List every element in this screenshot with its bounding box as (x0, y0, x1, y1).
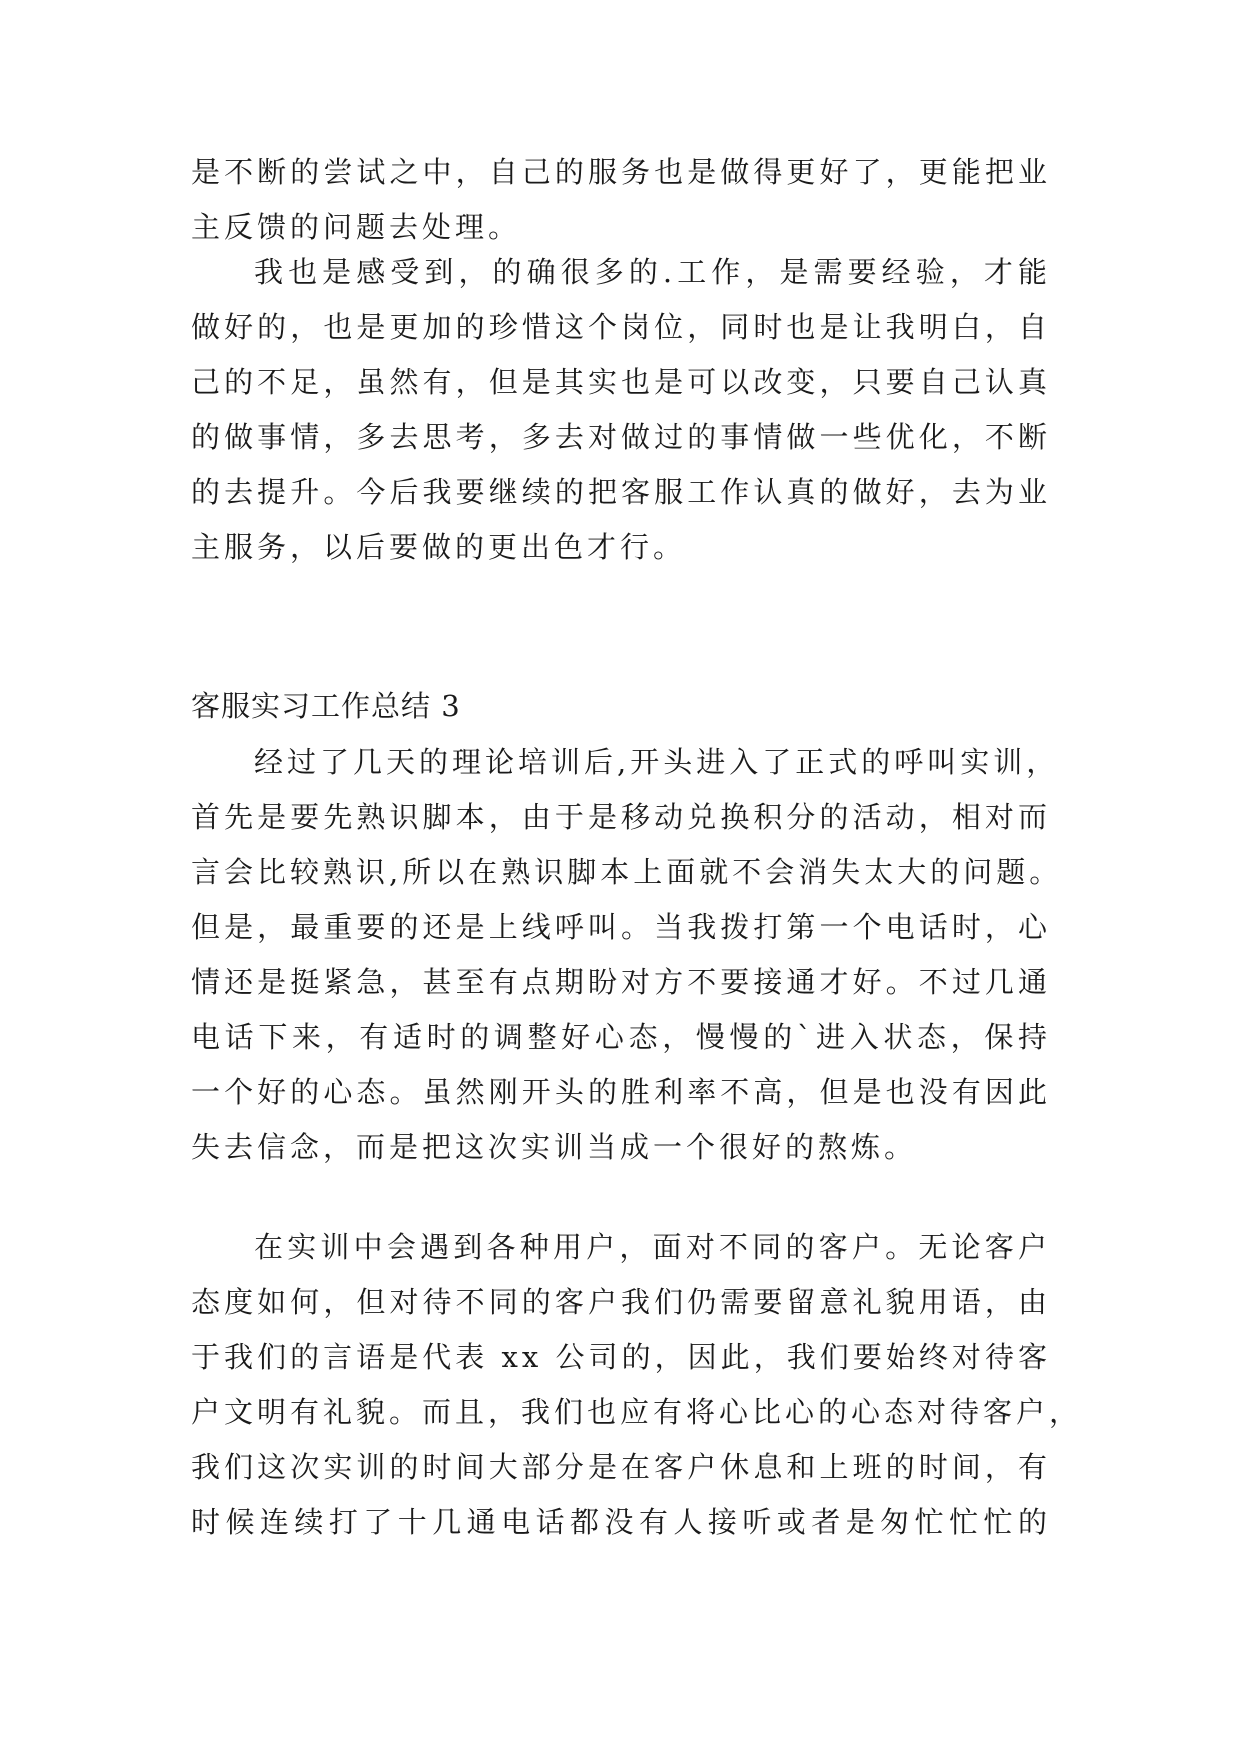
text-line: 于我们的言语是代表 xx 公司的，因此，我们要始终对待客 (191, 1340, 1051, 1374)
paragraph-customers (191, 1220, 1083, 1550)
text-line: 在实训中会遇到各种用户，面对不同的客户。无论客户 (254, 1230, 1051, 1264)
text-line: 我也是感受到，的确很多的.工作，是需要经验，才能 (254, 255, 1051, 289)
text-line: 己的不足，虽然有，但是其实也是可以改变，只要自己认真 (191, 365, 1051, 399)
text-line: 户文明有礼貌。而且，我们也应有将心比心的心态对待客户， (191, 1395, 1083, 1429)
text-line: 但是，最重要的还是上线呼叫。当我拨打第一个电话时，心 (191, 910, 1051, 944)
text-line: 态度如何，但对待不同的客户我们仍需要留意礼貌用语，由 (191, 1285, 1051, 1319)
text-line: 首先是要先熟识脚本，由于是移动兑换积分的活动，相对而 (191, 800, 1051, 834)
text-line: 一个好的心态。虽然刚开头的胜利率不高，但是也没有因此 (191, 1075, 1051, 1109)
text-line: 时候连续打了十几通电话都没有人接听或者是匆忙忙忙的 (191, 1505, 1051, 1539)
text-line: 是不断的尝试之中，自己的服务也是做得更好了，更能把业 (191, 155, 1051, 189)
text-line: 我们这次实训的时间大部分是在客户休息和上班的时间，有 (191, 1450, 1051, 1484)
text-line: 的去提升。今后我要继续的把客服工作认真的做好，去为业 (191, 475, 1051, 509)
text-line: 的做事情，多去思考，多去对做过的事情做一些优化，不断 (191, 420, 1051, 454)
section-heading: 客服实习工作总结 3 (191, 689, 461, 723)
paragraph-training (191, 735, 1063, 1175)
text-line: 言会比较熟识,所以在熟识脚本上面就不会消失太大的问题。 (191, 855, 1063, 889)
text-line: 电话下来，有适时的调整好心态，慢慢的`进入状态，保持 (191, 1020, 1051, 1054)
text-line: 经过了几天的理论培训后,开头进入了正式的呼叫实训， (254, 745, 1060, 779)
paragraph-reflection (191, 245, 1051, 575)
text-line: 主反馈的问题去处理。 (191, 210, 522, 244)
text-line: 主服务，以后要做的更出色才行。 (191, 530, 687, 564)
text-line: 做好的，也是更加的珍惜这个岗位，同时也是让我明白，自 (191, 310, 1051, 344)
text-line: 情还是挺紧急，甚至有点期盼对方不要接通才好。不过几通 (191, 965, 1051, 999)
paragraph-continuation (191, 145, 1051, 255)
text-line: 失去信念，而是把这次实训当成一个很好的熬炼。 (191, 1130, 918, 1164)
